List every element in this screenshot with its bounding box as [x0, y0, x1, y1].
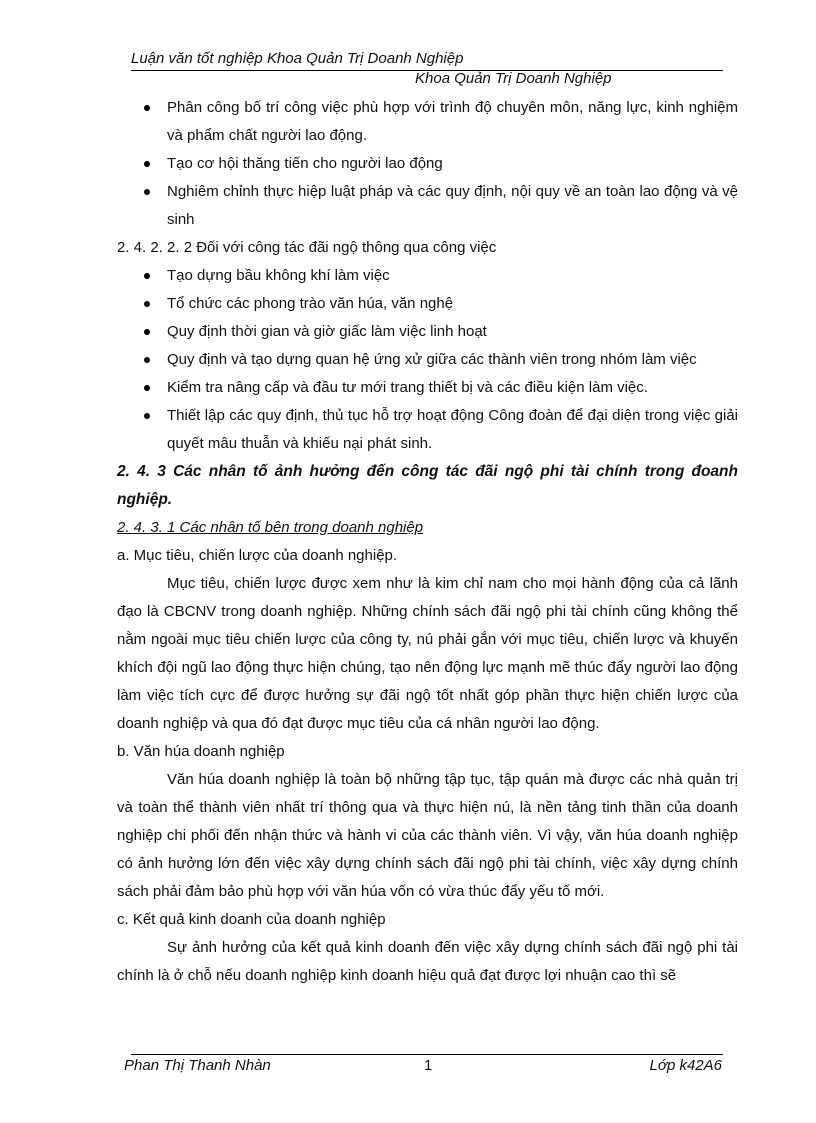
list-item: Kiểm tra nâng cấp và đầu tư mới trang thiết bị và các điều kiện làm việc.	[117, 374, 738, 402]
footer-class: Lớp k42A6	[649, 1057, 722, 1074]
list-item: Nghiêm chỉnh thực hiệp luật pháp và các quy định, nội quy về an toàn lao động và vệ sinh	[117, 178, 738, 234]
section-heading-243: 2. 4. 3 Các nhân tố ảnh hưởng đến công tác đãi ngộ phi tài chính trong đoanh nghiệp.	[117, 463, 738, 508]
section-heading-2422: 2. 4. 2. 2. 2 Đối với công tác đãi ngộ thông qua công việc	[117, 239, 497, 256]
bullet-icon	[144, 105, 150, 111]
subsection-a-title: a. Mục tiêu, chiến lược của doanh nghiệp.	[117, 547, 398, 564]
bullet-icon	[144, 161, 150, 167]
bullet-icon	[144, 273, 150, 279]
bullet-icon	[144, 301, 150, 307]
list-item: Quy định thời gian và giờ giấc làm việc linh hoạt	[117, 318, 738, 346]
list-item: Phân công bố trí công việc phù hợp với trình độ chuyên môn, năng lực, kinh nghiệm và phẩm chất người lao động.	[117, 94, 738, 150]
bullet-list-b	[117, 262, 738, 458]
header-subtitle: Khoa Quản Trị Doanh Nghiệp	[415, 70, 612, 87]
list-item: Quy định và tạo dựng quan hệ ứng xử giữa các thành viên trong nhóm làm việc	[117, 346, 738, 374]
subsection-c-title: c. Kết quả kinh doanh của doanh nghiệp	[117, 911, 386, 928]
footer-rule	[131, 1054, 723, 1055]
bullet-icon	[144, 329, 150, 335]
document-body	[117, 94, 738, 990]
subsection-a-body: Mục tiêu, chiến lược được xem như là kim chỉ nam cho mọi hành động của cả lãnh đạo là CBCNV trong doanh nghiệp. Những chính sách đãi ngộ phi tài chính cũng không thể nằm ngoài mục tiêu chiến lược của công ty, nú phải gắn với mục tiêu, chiến lược và khuyến khích đội ngũ lao động thực hiện chúng, tạo nên động lực mạnh mẽ thúc đẩy người lao động làm việc tích cực để được hưởng sự đãi ngộ tốt nhất góp phần thực hiện chiến lược của doanh nghiệp và qua đó đạt được mục tiêu của cá nhân người lao động.	[117, 575, 738, 732]
footer-author: Phan Thị Thanh Nhàn	[124, 1057, 271, 1074]
list-item: Tổ chức các phong trào văn húa, văn nghệ	[117, 290, 738, 318]
list-item: Thiết lập các quy định, thủ tục hỗ trợ hoạt động Công đoàn để đại diện trong việc giải quyết mâu thuẫn và khiếu nại phát sinh.	[117, 402, 738, 458]
bullet-icon	[144, 385, 150, 391]
page-number: 1	[424, 1057, 433, 1074]
bullet-icon	[144, 413, 150, 419]
section-heading-2431: 2. 4. 3. 1 Các nhân tố bên trong doanh nghiệp	[117, 519, 424, 536]
bullet-icon	[144, 357, 150, 363]
subsection-c-body: Sự ảnh hưởng của kết quả kinh doanh đến việc xây dựng chính sách đãi ngộ phi tài chính là ở chỗ nếu doanh nghiệp kinh doanh hiệu quả đạt được lợi nhuận cao thì sẽ	[117, 939, 738, 984]
list-item: Tạo dựng bầu không khí làm việc	[117, 262, 738, 290]
bullet-list-a	[117, 94, 738, 234]
header-title: Luận văn tốt nghiệp Khoa Quản Trị Doanh Nghiệp	[131, 50, 464, 67]
subsection-b-body: Văn húa doanh nghiệp là toàn bộ những tập tục, tập quán mà được các nhà quản trị và toàn thể thành viên nhất trí thông qua và thực hiện nú, là nền tảng tinh thần của doanh nghiệp chi phối đến nhận thức và hành vi của các thành viên. Vì vậy, văn húa doanh nghiệp có ảnh hưởng lớn đến việc xây dựng chính sách đãi ngộ phi tài chính, việc xây dựng chính sách phải đảm bảo phù hợp với văn húa vốn có vừa thúc đẩy yếu tố mới.	[117, 771, 738, 900]
list-item: Tạo cơ hội thăng tiến cho người lao động	[117, 150, 738, 178]
subsection-b-title: b. Văn húa doanh nghiệp	[117, 743, 285, 760]
bullet-icon	[144, 189, 150, 195]
